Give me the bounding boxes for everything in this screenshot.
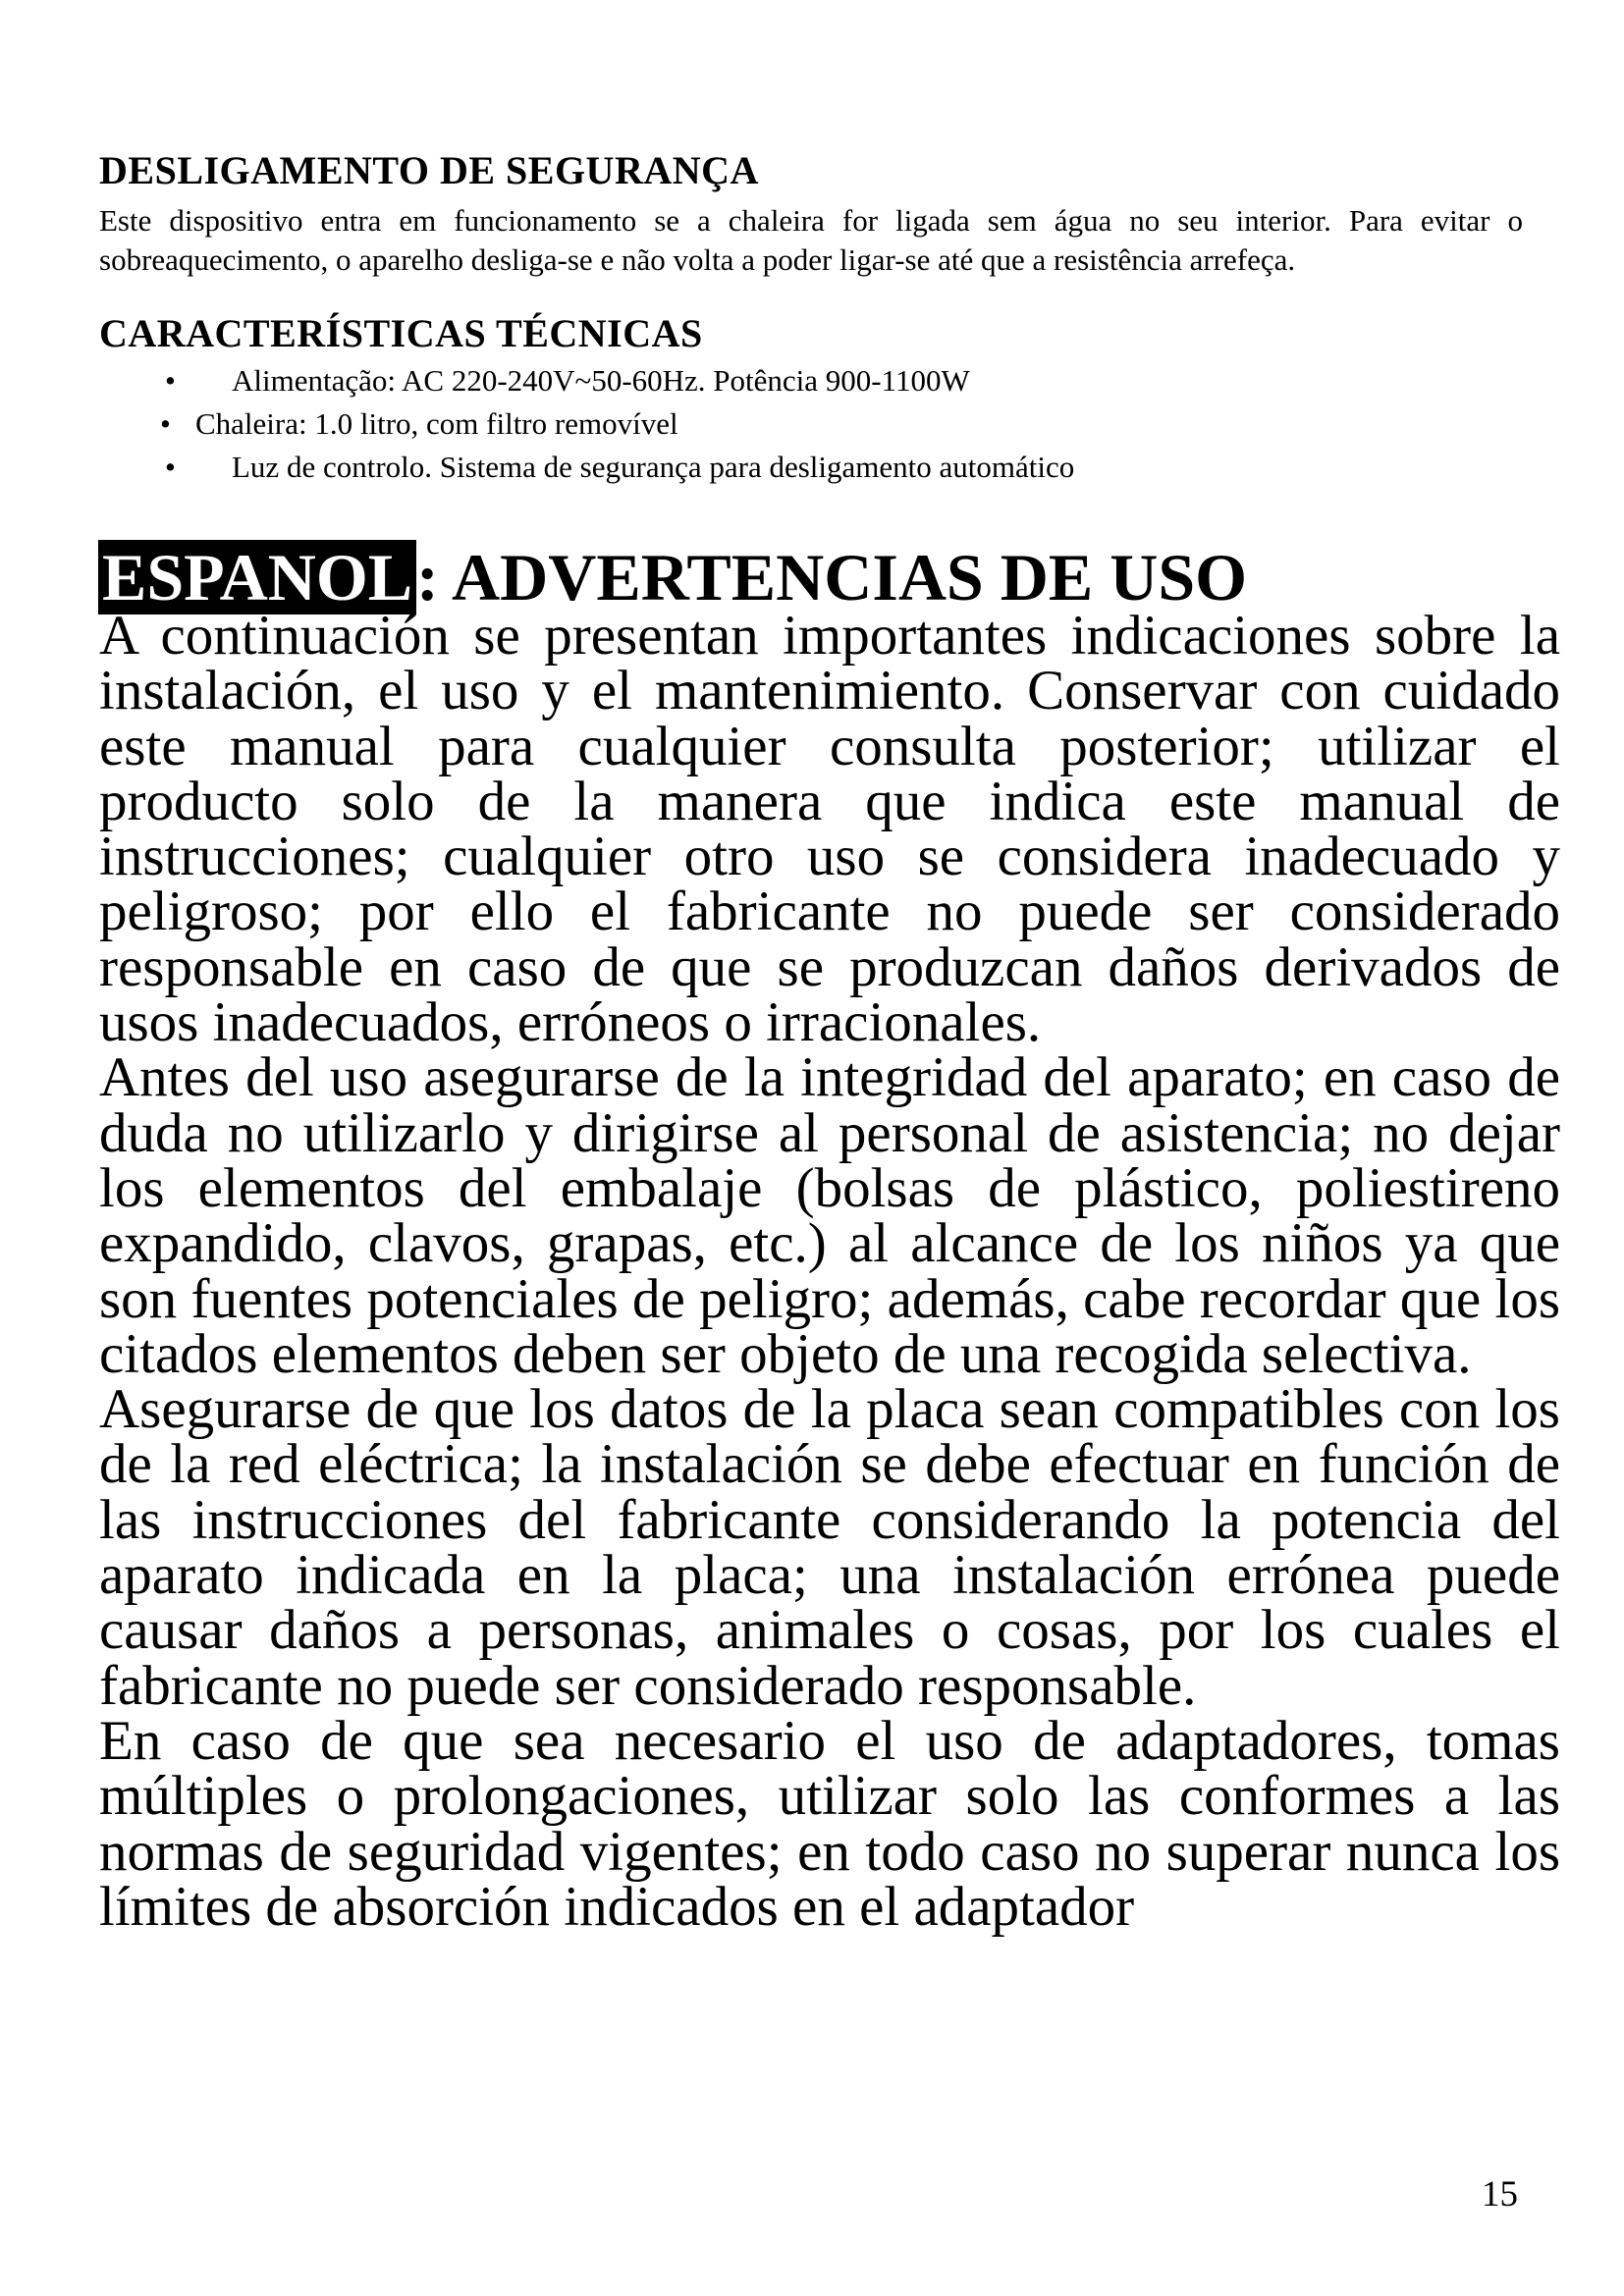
spec-item — [99, 404, 1074, 448]
bullet-icon: • — [165, 450, 176, 484]
spanish-warnings-body — [99, 605, 1560, 1938]
spec-item — [99, 448, 1074, 491]
safety-shutoff-heading: DESLIGAMENTO DE SEGURANÇA — [99, 148, 759, 192]
page-number: 15 — [1482, 2174, 1518, 2215]
warnings-heading-text: : ADVERTENCIAS DE USO — [416, 540, 1248, 614]
language-label: ESPANOL — [98, 540, 416, 614]
spec-item — [99, 361, 1074, 404]
spanish-warnings-heading — [98, 540, 1247, 614]
warning-paragraph: A continuación se presentan importantes indicaciones sobre la instalación, el uso y el mantenimiento. Conservar con cuidado este manual para cualquier consulta posterior; utilizar el producto solo de la manera que indica este manual de instrucciones; cualquier otro uso se considera inadecuado y peligroso; por ello el fabricante no puede ser considerado responsable en caso de que se produzcan daños derivados de usos inadecuados, erróneos o irracionales. — [99, 605, 1560, 1054]
safety-shutoff-text: Este dispositivo entra em funcionamento se a chaleira for ligada sem água no seu interior. Para evitar o sobreaquecimento, o aparelho desliga-se e não volta a poder ligar-se até que a resistência arrefeça. — [99, 203, 1523, 277]
warning-paragraph: Antes del uso asegurarse de la integridad del aparato; en caso de duda no utilizarlo y dirigirse al personal de asistencia; no dejar los elementos del embalaje (bolsas de plástico, poliestireno expandido, clavos, grapas, etc.) al alcance de los niños ya que son fuentes potenciales de peligro; además, cabe recordar que los citados elementos deben ser objeto de una recogida selectiva. — [99, 1046, 1560, 1385]
technical-specs-heading: CARACTERÍSTICAS TÉCNICAS — [99, 311, 703, 355]
warning-paragraph: En caso de que sea necesario el uso de adaptadores, tomas múltiples o prolongaciones, utilizar solo las conformes a las normas de seguridad vigentes; en todo caso no superar nunca los límites de absorción indicados en el adaptador — [99, 1709, 1560, 1938]
bullet-icon: • — [165, 363, 176, 398]
spec-item-text: Luz de controlo. Sistema de segurança para desligamento automático — [232, 450, 1075, 484]
warning-paragraph: Asegurarse de que los datos de la placa sean compatibles con los de la red eléctrica; la instalación se debe efectuar en función de las instrucciones del fabricante considerando la potencia del aparato indicada en la placa; una instalación errónea puede causar daños a personas, animales o cosas, por los cuales el fabricante no puede ser considerado responsable. — [99, 1378, 1560, 1717]
spec-item-text: Alimentação: AC 220-240V~50-60Hz. Potência 900-1100W — [232, 363, 970, 398]
bullet-icon: • — [160, 406, 171, 441]
technical-specs-list — [99, 361, 1074, 491]
spec-item-text: Chaleira: 1.0 litro, com filtro removível — [195, 406, 678, 441]
